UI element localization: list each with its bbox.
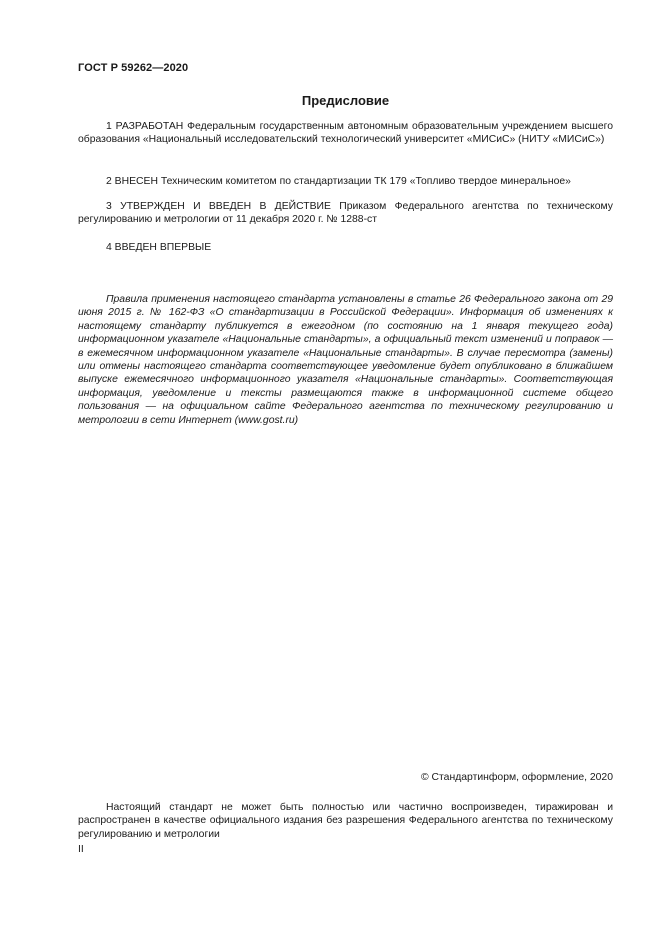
reproduction-notice: Настоящий стандарт не может быть полностью или частично воспроизведен, тиражирован и распространен в качестве официального издания без разрешения Федерального агентства по техническому регулированию и метрологии [78,802,613,840]
preface-item-developed: 1 РАЗРАБОТАН Федеральным государственным автономным образовательным учреждением высшего образования «Национальный исследовательский технологический университет «МИСиС» (НИТУ «МИСиС») [78,121,613,146]
preface-item-first-introduced: 4 ВВЕДЕН ВПЕРВЫЕ [106,242,212,253]
application-rules-note: Правила применения настоящего стандарта установлены в статье 26 Федерального закона от 29 июня 2015 г. № 162-ФЗ «О стандартизации в Российской Федерации». Информация об изменениях к настоящему стандарту публикуется в ежегодном (по состоянию на 1 января текущего года) информационном указателе «Национальные стандарты», а официальный текст изменений и поправок — в ежемесячном информационном указателе «Национальные стандарты». В случае пересмотра (замены) или отмены настоящего стандарта соответствующее уведомление будет опубликовано в ближайшем выпуске ежемесячного информационного указателя «Национальные стандарты». Соответствующая информация, уведомление и тексты размещаются также в информационной системе общего пользования — на официальном сайте Федерального агентства по техническому регулированию и метрологии в сети Интернет (www.gost.ru) [78,294,613,426]
preface-title: Предисловие [301,93,390,108]
document-code: ГОСТ Р 59262—2020 [78,62,189,74]
copyright-notice: © Стандартинформ, оформление, 2020 [420,772,613,783]
preface-item-submitted: 2 ВНЕСЕН Техническим комитетом по стандартизации ТК 179 «Топливо твердое минеральное» [106,176,571,187]
preface-item-approved: 3 УТВЕРЖДЕН И ВВЕДЕН В ДЕЙСТВИЕ Приказом Федерального агентства по техническому регулированию и метрологии от 11 декабря 2020 г. № 1288-ст [78,201,613,226]
page-number: II [78,844,84,855]
